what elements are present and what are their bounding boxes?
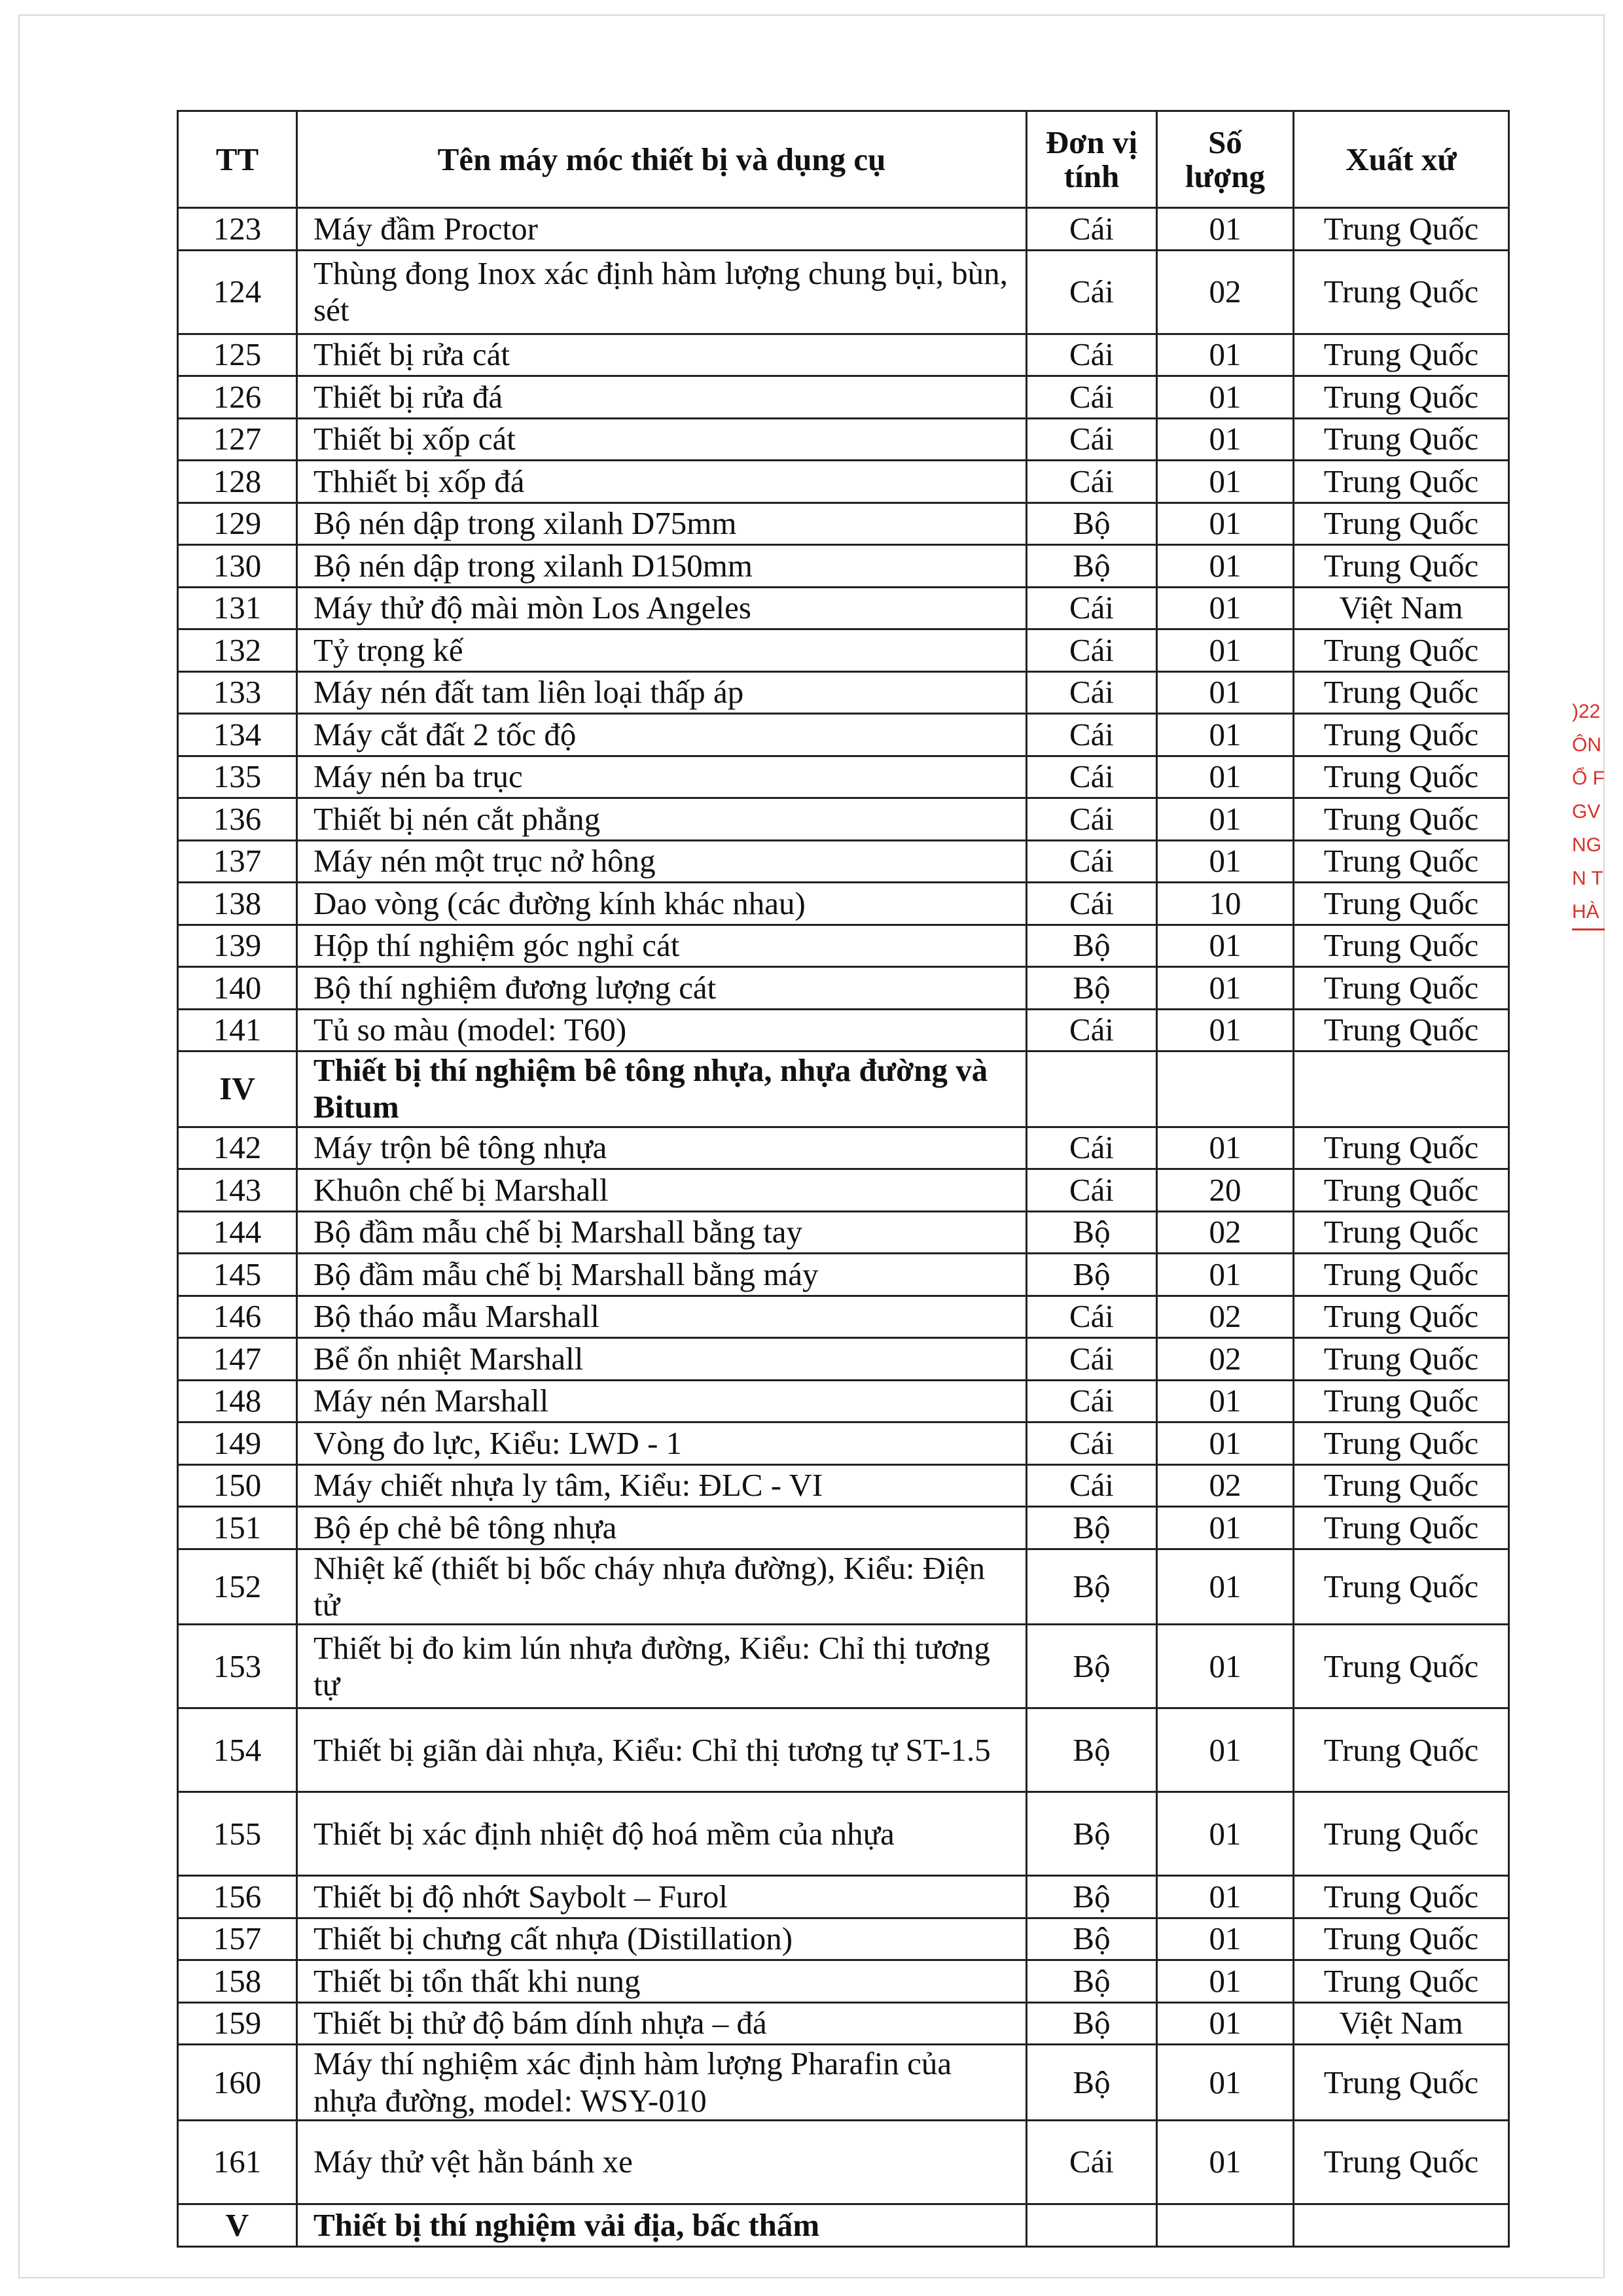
header-origin: Xuất xứ xyxy=(1294,111,1509,208)
equipment-table xyxy=(177,110,1510,2248)
cell-name: Máy thí nghiệm xác định hàm lượng Pharafin của nhựa đường, model: WSY-010 xyxy=(297,2045,1027,2121)
table-row xyxy=(178,1464,1509,1507)
cell-qty: 01 xyxy=(1157,798,1294,841)
cell-qty: 01 xyxy=(1157,1507,1294,1549)
table-row xyxy=(178,756,1509,798)
cell-unit: Cái xyxy=(1027,1422,1157,1465)
cell-name: Máy nén Marshall xyxy=(297,1380,1027,1422)
table-row xyxy=(178,250,1509,334)
cell-unit: Cái xyxy=(1027,1127,1157,1169)
cell-unit: Cái xyxy=(1027,2121,1157,2204)
cell-unit: Cái xyxy=(1027,418,1157,461)
cell-tt: 127 xyxy=(178,418,297,461)
table-row xyxy=(178,2045,1509,2121)
cell-origin: Trung Quốc xyxy=(1294,1625,1509,1708)
cell-name: Máy chiết nhựa ly tâm, Kiểu: ĐLC - VI xyxy=(297,1464,1027,1507)
table-row xyxy=(178,967,1509,1010)
section-row xyxy=(178,1051,1509,1127)
cell-qty: 01 xyxy=(1157,376,1294,419)
cell-tt: 140 xyxy=(178,967,297,1010)
cell-name: Thiết bị thử độ bám dính nhựa – đá xyxy=(297,2002,1027,2045)
table-row xyxy=(178,587,1509,629)
table-row xyxy=(178,714,1509,756)
cell-tt: 123 xyxy=(178,208,297,251)
cell-origin xyxy=(1294,2204,1509,2247)
cell-tt: 124 xyxy=(178,250,297,334)
cell-qty: 02 xyxy=(1157,1338,1294,1381)
cell-name: Bộ nén dập trong xilanh D75mm xyxy=(297,503,1027,545)
cell-qty: 01 xyxy=(1157,1009,1294,1051)
cell-tt: 156 xyxy=(178,1876,297,1918)
cell-tt: 158 xyxy=(178,1960,297,2003)
table-row xyxy=(178,1792,1509,1876)
cell-tt: 151 xyxy=(178,1507,297,1549)
cell-unit: Cái xyxy=(1027,1464,1157,1507)
cell-tt: 149 xyxy=(178,1422,297,1465)
table-row xyxy=(178,1009,1509,1051)
cell-qty: 01 xyxy=(1157,1380,1294,1422)
cell-qty: 10 xyxy=(1157,883,1294,925)
stamp-text: NG xyxy=(1572,834,1601,856)
cell-qty: 01 xyxy=(1157,1127,1294,1169)
cell-name: Thiết bị tổn thất khi nung xyxy=(297,1960,1027,2003)
cell-name: Khuôn chế bị Marshall xyxy=(297,1169,1027,1212)
cell-tt: 126 xyxy=(178,376,297,419)
cell-tt: 139 xyxy=(178,925,297,967)
cell-tt: IV xyxy=(178,1051,297,1127)
table-row xyxy=(178,840,1509,883)
cell-name: Bộ đầm mẫu chế bị Marshall bằng máy xyxy=(297,1254,1027,1296)
cell-unit: Cái xyxy=(1027,629,1157,672)
table-row xyxy=(178,376,1509,419)
cell-origin: Trung Quốc xyxy=(1294,967,1509,1010)
cell-tt: 144 xyxy=(178,1211,297,1254)
cell-unit: Cái xyxy=(1027,671,1157,714)
cell-origin: Trung Quốc xyxy=(1294,376,1509,419)
cell-qty: 01 xyxy=(1157,1422,1294,1465)
cell-origin: Trung Quốc xyxy=(1294,1918,1509,1960)
cell-name: Thiết bị rửa đá xyxy=(297,376,1027,419)
cell-unit: Bộ xyxy=(1027,2002,1157,2045)
cell-tt: 155 xyxy=(178,1792,297,1876)
table-row xyxy=(178,1169,1509,1212)
cell-qty: 02 xyxy=(1157,1211,1294,1254)
cell-qty: 20 xyxy=(1157,1169,1294,1212)
cell-name: Máy thử vệt hằn bánh xe xyxy=(297,2121,1027,2204)
cell-unit: Cái xyxy=(1027,1009,1157,1051)
cell-unit: Bộ xyxy=(1027,1625,1157,1708)
table-row xyxy=(178,545,1509,588)
cell-tt: 160 xyxy=(178,2045,297,2121)
cell-name: Bộ nén dập trong xilanh D150mm xyxy=(297,545,1027,588)
cell-qty: 01 xyxy=(1157,629,1294,672)
cell-name: Thiết bị thí nghiệm vải địa, bấc thấm xyxy=(297,2204,1027,2247)
cell-unit: Cái xyxy=(1027,714,1157,756)
cell-origin: Trung Quốc xyxy=(1294,756,1509,798)
table-row xyxy=(178,1254,1509,1296)
table-row xyxy=(178,2121,1509,2204)
cell-unit: Cái xyxy=(1027,840,1157,883)
cell-name: Máy trộn bê tông nhựa xyxy=(297,1127,1027,1169)
cell-origin: Trung Quốc xyxy=(1294,1338,1509,1381)
cell-qty: 01 xyxy=(1157,461,1294,503)
cell-origin: Trung Quốc xyxy=(1294,1211,1509,1254)
table-row xyxy=(178,1708,1509,1792)
header-qty: Số lượng xyxy=(1157,111,1294,208)
cell-tt: 138 xyxy=(178,883,297,925)
cell-name: Thiết bị xác định nhiệt độ hoá mềm của nhựa xyxy=(297,1792,1027,1876)
cell-qty: 01 xyxy=(1157,2045,1294,2121)
cell-name: Máy cắt đất 2 tốc độ xyxy=(297,714,1027,756)
cell-tt: 152 xyxy=(178,1549,297,1625)
header-tt: TT xyxy=(178,111,297,208)
cell-unit: Cái xyxy=(1027,208,1157,251)
cell-qty: 01 xyxy=(1157,840,1294,883)
table-row xyxy=(178,503,1509,545)
cell-origin: Trung Quốc xyxy=(1294,418,1509,461)
cell-unit: Bộ xyxy=(1027,1549,1157,1625)
table-row xyxy=(178,418,1509,461)
cell-unit: Cái xyxy=(1027,1169,1157,1212)
cell-qty: 01 xyxy=(1157,545,1294,588)
cell-origin: Trung Quốc xyxy=(1294,925,1509,967)
cell-origin: Trung Quốc xyxy=(1294,671,1509,714)
cell-unit: Cái xyxy=(1027,334,1157,376)
cell-unit: Cái xyxy=(1027,587,1157,629)
cell-unit xyxy=(1027,2204,1157,2247)
cell-tt: 148 xyxy=(178,1380,297,1422)
table-row xyxy=(178,2002,1509,2045)
table-row xyxy=(178,1876,1509,1918)
cell-unit: Cái xyxy=(1027,1380,1157,1422)
table-row xyxy=(178,1296,1509,1338)
table-row xyxy=(178,1127,1509,1169)
table-row xyxy=(178,1211,1509,1254)
cell-origin: Trung Quốc xyxy=(1294,1960,1509,2003)
cell-name: Vòng đo lực, Kiểu: LWD - 1 xyxy=(297,1422,1027,1465)
cell-qty: 01 xyxy=(1157,714,1294,756)
table-row xyxy=(178,1549,1509,1625)
cell-unit: Cái xyxy=(1027,798,1157,841)
cell-origin: Trung Quốc xyxy=(1294,1792,1509,1876)
cell-tt: 146 xyxy=(178,1296,297,1338)
cell-tt: 125 xyxy=(178,334,297,376)
cell-origin: Trung Quốc xyxy=(1294,714,1509,756)
cell-origin: Trung Quốc xyxy=(1294,629,1509,672)
cell-name: Nhiệt kế (thiết bị bốc cháy nhựa đường), Kiểu: Điện tử xyxy=(297,1549,1027,1625)
cell-qty: 02 xyxy=(1157,1464,1294,1507)
table-header-row xyxy=(178,111,1509,208)
cell-qty: 01 xyxy=(1157,2121,1294,2204)
cell-tt: 132 xyxy=(178,629,297,672)
cell-qty: 02 xyxy=(1157,250,1294,334)
cell-name: Bể ổn nhiệt Marshall xyxy=(297,1338,1027,1381)
cell-unit: Bộ xyxy=(1027,1876,1157,1918)
table-row xyxy=(178,883,1509,925)
table-row xyxy=(178,1625,1509,1708)
cell-name: Hộp thí nghiệm góc nghỉ cát xyxy=(297,925,1027,967)
cell-tt: V xyxy=(178,2204,297,2247)
equipment-table-container xyxy=(177,110,1508,2248)
cell-origin: Trung Quốc xyxy=(1294,1169,1509,1212)
cell-qty: 01 xyxy=(1157,925,1294,967)
cell-name: Bộ thí nghiệm đương lượng cát xyxy=(297,967,1027,1010)
cell-unit xyxy=(1027,1051,1157,1127)
table-row xyxy=(178,1380,1509,1422)
cell-origin: Trung Quốc xyxy=(1294,1422,1509,1465)
cell-qty: 01 xyxy=(1157,1549,1294,1625)
cell-name: Thiết bị giãn dài nhựa, Kiểu: Chỉ thị tương tự ST-1.5 xyxy=(297,1708,1027,1792)
cell-name: Thiết bị rửa cát xyxy=(297,334,1027,376)
cell-name: Máy nén một trục nở hông xyxy=(297,840,1027,883)
table-row xyxy=(178,1918,1509,1960)
cell-origin: Việt Nam xyxy=(1294,587,1509,629)
cell-qty xyxy=(1157,2204,1294,2247)
cell-tt: 145 xyxy=(178,1254,297,1296)
cell-name: Dao vòng (các đường kính khác nhau) xyxy=(297,883,1027,925)
cell-qty: 01 xyxy=(1157,671,1294,714)
cell-unit: Cái xyxy=(1027,1338,1157,1381)
cell-origin: Trung Quốc xyxy=(1294,250,1509,334)
cell-origin: Trung Quốc xyxy=(1294,461,1509,503)
cell-qty: 01 xyxy=(1157,503,1294,545)
cell-origin: Trung Quốc xyxy=(1294,1876,1509,1918)
table-row xyxy=(178,208,1509,251)
cell-origin: Trung Quốc xyxy=(1294,208,1509,251)
cell-name: Tủ so màu (model: T60) xyxy=(297,1009,1027,1051)
table-row xyxy=(178,629,1509,672)
cell-unit: Bộ xyxy=(1027,1918,1157,1960)
cell-tt: 128 xyxy=(178,461,297,503)
stamp-text: Ổ F xyxy=(1572,768,1605,789)
cell-qty: 01 xyxy=(1157,756,1294,798)
table-row xyxy=(178,1960,1509,2003)
cell-tt: 134 xyxy=(178,714,297,756)
cell-qty: 01 xyxy=(1157,1960,1294,2003)
stamp-text: ÔN xyxy=(1572,734,1601,756)
cell-name: Máy thử độ mài mòn Los Angeles xyxy=(297,587,1027,629)
cell-unit: Bộ xyxy=(1027,925,1157,967)
cell-origin: Trung Quốc xyxy=(1294,1009,1509,1051)
cell-name: Bộ ép chẻ bê tông nhựa xyxy=(297,1507,1027,1549)
cell-name: Máy nén đất tam liên loại thấp áp xyxy=(297,671,1027,714)
cell-qty: 01 xyxy=(1157,1625,1294,1708)
table-row xyxy=(178,1422,1509,1465)
cell-qty: 01 xyxy=(1157,1254,1294,1296)
table-row xyxy=(178,798,1509,841)
cell-unit: Cái xyxy=(1027,461,1157,503)
cell-tt: 135 xyxy=(178,756,297,798)
cell-tt: 141 xyxy=(178,1009,297,1051)
cell-tt: 137 xyxy=(178,840,297,883)
cell-tt: 161 xyxy=(178,2121,297,2204)
cell-origin: Trung Quốc xyxy=(1294,545,1509,588)
cell-origin: Trung Quốc xyxy=(1294,1507,1509,1549)
cell-qty: 01 xyxy=(1157,334,1294,376)
cell-name: Thiết bị xốp cát xyxy=(297,418,1027,461)
cell-origin: Trung Quốc xyxy=(1294,503,1509,545)
cell-qty: 01 xyxy=(1157,967,1294,1010)
header-unit: Đơn vị tính xyxy=(1027,111,1157,208)
stamp-text: N T xyxy=(1572,868,1603,889)
cell-origin: Trung Quốc xyxy=(1294,1549,1509,1625)
cell-origin: Trung Quốc xyxy=(1294,1296,1509,1338)
cell-tt: 147 xyxy=(178,1338,297,1381)
cell-unit: Cái xyxy=(1027,1296,1157,1338)
cell-origin: Trung Quốc xyxy=(1294,840,1509,883)
cell-origin: Trung Quốc xyxy=(1294,1708,1509,1792)
cell-origin: Trung Quốc xyxy=(1294,1464,1509,1507)
cell-unit: Bộ xyxy=(1027,545,1157,588)
cell-qty: 01 xyxy=(1157,208,1294,251)
cell-tt: 130 xyxy=(178,545,297,588)
cell-origin: Việt Nam xyxy=(1294,2002,1509,2045)
cell-unit: Bộ xyxy=(1027,503,1157,545)
cell-qty xyxy=(1157,1051,1294,1127)
cell-origin: Trung Quốc xyxy=(1294,2121,1509,2204)
cell-tt: 133 xyxy=(178,671,297,714)
cell-unit: Bộ xyxy=(1027,1708,1157,1792)
cell-name: Thhiết bị xốp đá xyxy=(297,461,1027,503)
cell-unit: Bộ xyxy=(1027,2045,1157,2121)
table-row xyxy=(178,671,1509,714)
cell-tt: 136 xyxy=(178,798,297,841)
cell-name: Thiết bị thí nghiệm bê tông nhựa, nhựa đường và Bitum xyxy=(297,1051,1027,1127)
cell-origin: Trung Quốc xyxy=(1294,1127,1509,1169)
cell-name: Thiết bị chưng cất nhựa (Distillation) xyxy=(297,1918,1027,1960)
cell-unit: Bộ xyxy=(1027,1960,1157,2003)
cell-origin: Trung Quốc xyxy=(1294,334,1509,376)
stamp-text: HÀ xyxy=(1572,895,1605,930)
cell-origin xyxy=(1294,1051,1509,1127)
stamp-text: GV xyxy=(1572,801,1601,822)
table-row xyxy=(178,1507,1509,1549)
section-row xyxy=(178,2204,1509,2247)
cell-tt: 150 xyxy=(178,1464,297,1507)
cell-origin: Trung Quốc xyxy=(1294,1380,1509,1422)
cell-name: Thiết bị nén cắt phẳng xyxy=(297,798,1027,841)
cell-origin: Trung Quốc xyxy=(1294,798,1509,841)
cell-qty: 02 xyxy=(1157,1296,1294,1338)
cell-origin: Trung Quốc xyxy=(1294,883,1509,925)
cell-unit: Cái xyxy=(1027,883,1157,925)
cell-qty: 01 xyxy=(1157,418,1294,461)
cell-unit: Bộ xyxy=(1027,1254,1157,1296)
cell-qty: 01 xyxy=(1157,1918,1294,1960)
cell-tt: 129 xyxy=(178,503,297,545)
cell-unit: Bộ xyxy=(1027,1211,1157,1254)
cell-unit: Cái xyxy=(1027,250,1157,334)
stamp-text: )22 xyxy=(1572,701,1601,722)
table-row xyxy=(178,461,1509,503)
cell-qty: 01 xyxy=(1157,2002,1294,2045)
cell-origin: Trung Quốc xyxy=(1294,2045,1509,2121)
cell-unit: Cái xyxy=(1027,376,1157,419)
table-row xyxy=(178,334,1509,376)
cell-name: Máy nén ba trục xyxy=(297,756,1027,798)
cell-name: Thiết bị độ nhớt Saybolt – Furol xyxy=(297,1876,1027,1918)
cell-name: Thùng đong Inox xác định hàm lượng chung bụi, bùn, sét xyxy=(297,250,1027,334)
cell-name: Tỷ trọng kế xyxy=(297,629,1027,672)
cell-tt: 159 xyxy=(178,2002,297,2045)
red-stamp-fragment xyxy=(1572,695,1623,930)
table-row xyxy=(178,925,1509,967)
cell-name: Bộ tháo mẫu Marshall xyxy=(297,1296,1027,1338)
cell-unit: Cái xyxy=(1027,756,1157,798)
cell-tt: 157 xyxy=(178,1918,297,1960)
cell-unit: Bộ xyxy=(1027,1792,1157,1876)
cell-unit: Bộ xyxy=(1027,967,1157,1010)
cell-name: Máy đầm Proctor xyxy=(297,208,1027,251)
cell-name: Bộ đầm mẫu chế bị Marshall bằng tay xyxy=(297,1211,1027,1254)
table-body xyxy=(178,208,1509,2247)
header-name: Tên máy móc thiết bị và dụng cụ xyxy=(297,111,1027,208)
cell-tt: 143 xyxy=(178,1169,297,1212)
cell-tt: 154 xyxy=(178,1708,297,1792)
cell-unit: Bộ xyxy=(1027,1507,1157,1549)
cell-tt: 131 xyxy=(178,587,297,629)
cell-qty: 01 xyxy=(1157,587,1294,629)
cell-tt: 142 xyxy=(178,1127,297,1169)
cell-tt: 153 xyxy=(178,1625,297,1708)
cell-qty: 01 xyxy=(1157,1792,1294,1876)
table-row xyxy=(178,1338,1509,1381)
cell-origin: Trung Quốc xyxy=(1294,1254,1509,1296)
cell-qty: 01 xyxy=(1157,1876,1294,1918)
cell-qty: 01 xyxy=(1157,1708,1294,1792)
cell-name: Thiết bị đo kim lún nhựa đường, Kiểu: Chỉ thị tương tự xyxy=(297,1625,1027,1708)
